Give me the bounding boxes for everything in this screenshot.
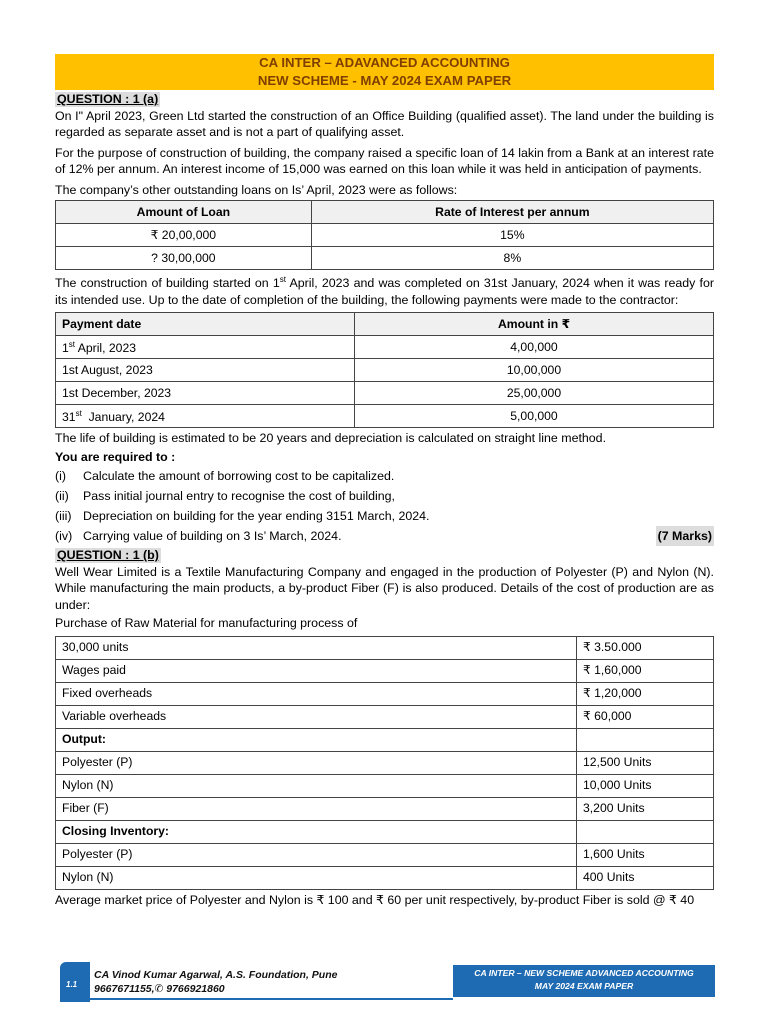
page-number-tab [60,962,90,1002]
table-row [56,224,714,247]
table-cell: Fixed overheads [56,682,577,705]
table-row [56,636,714,659]
item-text: Depreciation on building for the year ending 3151 March, 2024. [83,509,430,524]
text-span: The construction of building started on 1 [55,276,280,291]
text-span: 31 [62,410,76,425]
table-row [56,866,714,889]
footer-left [60,962,420,1002]
table-row [56,843,714,866]
superscript: st [68,340,76,350]
table-cell: Closing Inventory: [56,820,577,843]
table-row [56,682,714,705]
text-span: 1st December, 2023 [62,385,172,400]
item-text: Calculate the amount of borrowing cost to be capitalized. [83,469,395,484]
table-cell [577,820,714,843]
text-span: April, 2023 [75,341,136,356]
table-cell [577,728,714,751]
table-header-row [56,201,714,224]
table-cell: ? 30,00,000 [56,247,312,270]
question-1a-heading: QUESTION : 1 (a) [57,92,159,106]
table-cell: 10,000 Units [577,774,714,797]
table-row [56,659,714,682]
table-cell: Nylon (N) [56,774,577,797]
table-row [56,247,714,270]
q1b-paragraph-3: Average market price of Polyester and Nylon is ₹ 100 and ₹ 60 per unit respectively, by-product Fiber is sold @ ₹ 40 [55,892,695,907]
table-cell: ₹ 1,20,000 [577,682,714,705]
table-cell: 4,00,000 [355,336,714,359]
item-number: (i) [55,469,67,484]
q1b-paragraph-1: Well Wear Limited is a Textile Manufacturing Company and engaged in the production of Polyester (P) and Nylon (N). While manufacturing the main products, a by-product Fiber (F) is also produced. Details of the cost of production are as under: [55,564,714,612]
table-cell: 30,000 units [56,636,577,659]
title-line-1: CA INTER – ADAVANCED ACCOUNTING [259,55,510,70]
item-number: (iv) [55,529,73,544]
table-cell: 15% [311,224,713,247]
page-number: 1.1 [66,980,78,989]
table-cell: ₹ 1,60,000 [577,659,714,682]
table-row [56,820,714,843]
table-cell [56,359,355,382]
superscript: st [279,275,286,284]
required-heading: You are required to : [55,449,176,464]
column-header: Rate of Interest per annum [311,201,713,224]
text-span: January, 2024 [81,410,165,425]
text-span: 1st August, 2023 [62,362,153,377]
q1a-paragraph-3: The company’s other outstanding loans on Is’ April, 2023 were as follows: [55,182,458,197]
column-header: Amount of Loan [56,201,312,224]
item-number: (iii) [55,509,72,524]
loans-table [55,200,714,270]
footer-rule [90,998,453,1000]
table-row [56,359,714,382]
table-header-row [56,313,714,336]
table-cell: 1,600 Units [577,843,714,866]
title-banner [55,54,714,90]
requirements-list [55,466,714,546]
table-cell: 3,200 Units [577,797,714,820]
item-text: Pass initial journal entry to recognise the cost of building, [83,489,396,504]
table-row [56,751,714,774]
table-cell: 5,00,000 [355,405,714,428]
table-cell [56,405,355,428]
page-footer [60,962,715,1002]
question-1b-heading: QUESTION : 1 (b) [57,548,159,563]
table-cell: ₹ 20,00,000 [56,224,312,247]
table-cell: Polyester (P) [56,751,577,774]
table-cell [56,382,355,405]
column-header: Payment date [56,313,355,336]
document-page [55,54,714,912]
table-row [56,728,714,751]
table-cell [56,336,355,359]
footer-right-line-2: MAY 2024 EXAM PAPER [534,981,634,991]
list-item [55,466,714,486]
footer-author [94,968,337,996]
footer-right-banner [453,965,715,997]
table-cell: Variable overheads [56,705,577,728]
table-cell: ₹ 3.50.000 [577,636,714,659]
list-item [55,526,714,546]
table-cell: 12,500 Units [577,751,714,774]
table-cell: Wages paid [56,659,577,682]
table-row [56,705,714,728]
table-cell: 8% [311,247,713,270]
payments-table [55,312,714,428]
q1a-paragraph-1: On I" April 2023, Green Ltd started the construction of an Office Building (qualified asset). The land under the building is regarded as separate asset and is not a part of qualifying asset. [55,108,714,139]
table-cell: 10,00,000 [355,359,714,382]
author-phones: 9667671155,✆ 9766921860 [94,983,225,995]
table-cell: Output: [56,728,577,751]
q1a-paragraph-5: The life of building is estimated to be 20 years and depreciation is calculated on straight line method. [55,431,607,446]
table-cell: 400 Units [577,866,714,889]
table-row [56,797,714,820]
table-cell: ₹ 60,000 [577,705,714,728]
table-row [56,336,714,359]
text-span: 1 [62,341,69,356]
item-text: Carrying value of building on 3 Is’ March, 2024. [83,529,342,544]
marks-badge: (7 Marks) [656,526,714,546]
table-cell: Nylon (N) [56,866,577,889]
text-span: April, 2023 and was completed on 31st January, 2024 when it was ready for its intended use. Up to the date of completion of the building, the following payments were made to the contractor: [55,276,714,307]
author-name: CA Vinod Kumar Agarwal, A.S. Foundation, Pune [94,969,338,981]
table-row [56,774,714,797]
cost-table [55,636,714,890]
table-row [56,405,714,428]
table-cell: 25,00,000 [355,382,714,405]
table-row [56,382,714,405]
column-header: Amount in ₹ [355,313,714,336]
superscript: st [75,409,82,419]
q1a-paragraph-2: For the purpose of construction of building, the company raised a specific loan of 14 lakin from a Bank at an interest rate of 12% per annum. An interest income of 15,000 was earned on this loan while it was held in anticipation of payments. [55,145,714,176]
item-number: (ii) [55,489,69,504]
q1a-paragraph-4 [55,272,714,308]
list-item [55,486,714,506]
title-line-2: NEW SCHEME - MAY 2024 EXAM PAPER [257,73,512,88]
table-cell: Polyester (P) [56,843,577,866]
footer-right-line-1: CA INTER – NEW SCHEME ADVANCED ACCOUNTING [474,968,694,978]
list-item [55,506,714,526]
q1b-paragraph-2: Purchase of Raw Material for manufacturing process of [55,616,358,631]
table-cell: Fiber (F) [56,797,577,820]
